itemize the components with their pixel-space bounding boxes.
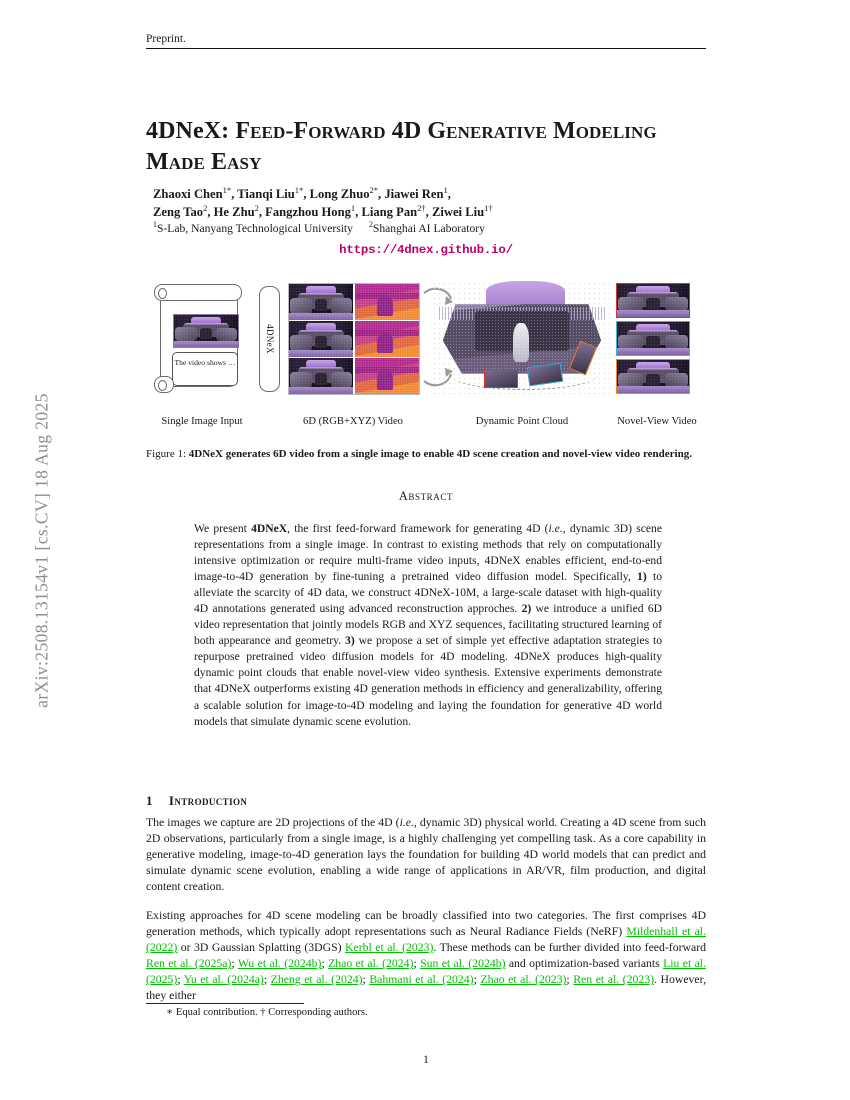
para-seg: ; <box>473 973 481 987</box>
para-seg: The images we capture are 2D projections of the 4D ( <box>146 816 400 829</box>
abstract-seg: we propose a set of simple yet effective adaptation strategies to repurpose pretrained video diffusion models for 4D modeling. 4DNeX produces high-quality dynamic point clouds that enable novel-view video synthesis. Extensive experiments demonstrate that 4DNeX outperforms existing 4D generation methods in efficiency and generalizability, offering a scalable solution for image-to-4D modeling and laying the foundation for generative 4D world models that simulate dynamic scene evolution. <box>194 634 663 728</box>
author-list <box>153 186 706 221</box>
rgb-frame <box>289 284 353 320</box>
abstract-seg: we introduce a unified 6D video representation that jointly models RGB and XYZ sequences, facilitating structured learning of both appearance and geometry. <box>194 602 663 648</box>
citation-link[interactable]: Liu et al. (2025) <box>146 957 707 987</box>
para-seg: ; <box>566 973 574 987</box>
para-italic: i.e. <box>399 816 414 829</box>
para-seg: . These methods can be further divided into feed-forward <box>433 941 706 955</box>
abstract-enum-3: 3) <box>345 634 355 648</box>
para-seg: ; <box>321 957 329 971</box>
xyz-frame <box>355 358 419 394</box>
page-title <box>146 116 708 178</box>
section-title: Introduction <box>168 792 248 808</box>
affiliation-1: S-Lab, Nanyang Technological University <box>156 222 353 235</box>
abstract-enum-1: 1) <box>637 570 647 584</box>
novel-view-frame-orange <box>616 359 690 394</box>
figure-caption <box>146 447 706 462</box>
para-seg: ; <box>263 973 271 987</box>
model-module-4dnex <box>259 286 280 392</box>
abstract-body <box>194 521 662 730</box>
figure-caption-text: 4DNeX generates 6D video from a single image to enable 4D scene creation and novel-view video rendering. <box>188 448 692 460</box>
abstract-italic: i.e. <box>548 522 563 535</box>
author-line-2: Zeng Tao$^2$, He Zhu$^2$, Fangzhou Hong$^1$, Liang Pan$^{2\dagger}$, Ziwei Liu$^{1\dagger}$ <box>153 202 493 219</box>
novel-view-frame-cyan <box>616 321 690 356</box>
input-caption-box: The video shows … <box>172 352 238 386</box>
para-seg: ; <box>177 973 184 987</box>
abstract-heading: Abstract <box>398 489 454 503</box>
arxiv-stamp: arXiv:2508.13154v1 [cs.CV] 18 Aug 2025 <box>31 393 52 708</box>
label-sixd-video: 6D (RGB+XYZ) Video <box>303 416 403 427</box>
scroll-body <box>160 291 238 387</box>
section-heading-introduction <box>146 793 706 809</box>
citation-link[interactable]: Zhao et al. (2024) <box>328 957 414 971</box>
page-number: 1 <box>423 1054 429 1066</box>
single-image-input-panel <box>154 284 246 392</box>
intro-paragraph-2 <box>146 908 706 1005</box>
citation-link[interactable]: Kerbl et al. (2023) <box>345 941 434 955</box>
novel-view-frame-red <box>616 283 690 318</box>
scroll-curl-top <box>154 284 242 301</box>
abstract-enum-2: 2) <box>521 602 532 616</box>
label-novel-view-video: Novel-View Video <box>617 416 697 427</box>
running-head: Preprint. <box>146 33 706 49</box>
para-seg: , dynamic 3D) physical world. Creating a 4D scene from such 2D observations, particularly from a single image, is a highly challenging yet compelling task. As a core capability in generative modeling, image-to-4D generation lays the foundation for building 4D world models that can predict and simulate dynamic scene evolution, enabling a wide range of applications in AR/VR, film production, and digital content creation. <box>146 816 707 894</box>
citation-link[interactable]: Ren et al. (2023) <box>573 973 655 987</box>
para-seg: ; <box>413 957 421 971</box>
citation-link[interactable]: Sun et al. (2024b) <box>420 957 506 971</box>
para-seg: or 3D Gaussian Splatting (3DGS) <box>177 941 346 955</box>
abstract-seg: to alleviate the scarcity of 4D data, we construct 4DNeX-10M, a large-scale dataset with high-quality 4D annotations generated using advanced reconstruction approches. <box>194 570 663 616</box>
citation-link[interactable]: Bahmani et al. (2024) <box>369 973 474 987</box>
scroll-curl-bottom <box>154 376 174 393</box>
affiliation-2-marker: 2 <box>368 220 373 230</box>
rgb-frame <box>289 321 353 357</box>
title-lead: 4DNeX <box>146 118 222 145</box>
abstract-bold-model: 4DNeX <box>251 522 288 535</box>
figure-1 <box>146 281 706 429</box>
author-line-1: Zhaoxi Chen$^{1*}$, Tianqi Liu$^{1*}$, Long Zhuo$^{2*}$, Jiawei Ren$^1$, <box>153 184 451 201</box>
footnote-text: ∗ Equal contribution. † Corresponding authors. <box>166 1007 368 1018</box>
citation-link[interactable]: Mildenhall et al. (2022) <box>146 925 706 955</box>
citation-link[interactable]: Wu et al. (2024b) <box>237 957 322 971</box>
citation-link[interactable]: Yu et al. (2024a) <box>183 973 264 987</box>
novel-view-video-panel <box>616 283 690 395</box>
abstract-seg: We present <box>194 522 252 535</box>
dynamic-point-cloud-panel <box>432 281 612 397</box>
para-seg: ; <box>231 957 238 971</box>
abstract-seg: , the first feed-forward framework for generating 4D ( <box>287 522 549 535</box>
camera-frustum-red <box>484 369 518 388</box>
xyz-frame <box>355 321 419 357</box>
figure-panel-labels <box>146 416 706 429</box>
intro-paragraph-1 <box>146 815 706 895</box>
citation-link[interactable]: Zhao et al. (2023) <box>480 973 567 987</box>
para-seg: and optimization-based variants <box>505 957 664 971</box>
para-seg: ; <box>362 973 370 987</box>
title-rest: : Feed-Forward 4D Generative Modeling Made Easy <box>146 118 657 176</box>
footnote-rule <box>146 1003 304 1004</box>
section-number: 1 <box>146 792 153 808</box>
para-seg: Existing approaches for 4D scene modeling can be broadly classified into two categories. The first comprises 4D generation methods, which typically adopt representations such as Neural Radiance Fields (NeRF) <box>146 909 706 939</box>
sixd-video-grid <box>288 283 420 395</box>
para-seg: . However, they either <box>146 973 707 1003</box>
affiliation-1-marker: 1 <box>153 220 157 230</box>
input-image-thumbnail <box>173 314 239 348</box>
model-module-label: 4DNeX <box>264 324 275 354</box>
label-dynamic-point-cloud: Dynamic Point Cloud <box>475 416 569 427</box>
project-url-link[interactable]: https://4dnex.github.io/ <box>339 243 513 257</box>
affiliation-2: Shanghai AI Laboratory <box>372 222 485 235</box>
rgb-frame <box>289 358 353 394</box>
page-column <box>146 0 706 1100</box>
abstract-seg: , dynamic 3D) scene representations from a single image. In contrast to existing methods that rely on computationally intensive optimization or require multi-frame video inputs, 4DNeX enables efficient, end-to-end image-to-4D generation by fine-tuning a pretrained video diffusion model. Specifically, <box>194 522 662 584</box>
xyz-frame <box>355 284 419 320</box>
figure-caption-label: Figure 1: <box>146 448 187 460</box>
affiliations <box>153 221 706 236</box>
project-url-line <box>146 243 706 257</box>
citation-link[interactable]: Ren et al. (2025a) <box>146 957 232 971</box>
label-single-image-input: Single Image Input <box>161 416 243 427</box>
citation-link[interactable]: Zheng et al. (2024) <box>270 973 363 987</box>
